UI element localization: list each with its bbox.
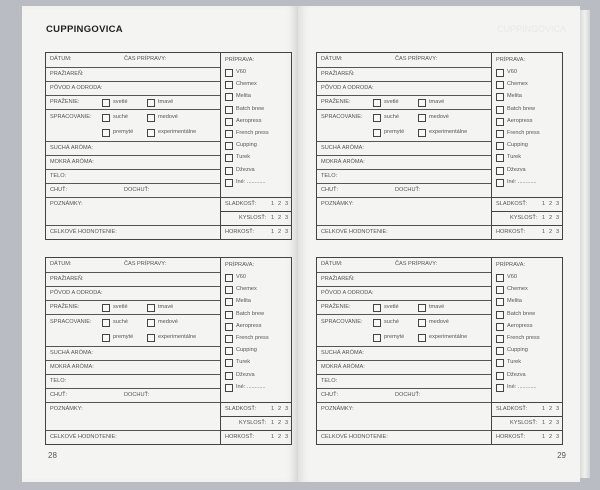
checkbox-experimentalne[interactable] [418,129,426,137]
kyslost-scale-1[interactable]: 1 [271,420,275,426]
horkost-scale-3[interactable]: 3 [285,434,289,440]
checkbox-premyte[interactable] [373,129,381,137]
method-checkbox[interactable] [225,298,233,306]
method-checkbox[interactable] [225,93,233,101]
label-svetle: svetlé [384,304,399,310]
card-left-top [45,52,292,240]
method-label: V60 [507,274,517,280]
field-prazenie: PRAŽENIE: [321,304,351,310]
field-spracovanie: SPRACOVANIE: [50,319,92,325]
field-dochut: DOCHUŤ: [124,392,150,398]
label-svetle: svetlé [113,99,128,105]
field-kyslost: KYSLOSŤ: [510,420,538,426]
method-checkbox[interactable] [496,311,504,319]
field-kyslost: KYSLOSŤ: [510,215,538,221]
label-tmave: tmavé [158,304,174,310]
field-spracovanie: SPRACOVANIE: [321,319,363,325]
field-celkove: CELKOVÉ HODNOTENIE: [321,434,388,440]
field-cas: ČAS PRÍPRAVY: [395,261,438,267]
method-checkbox[interactable] [225,359,233,367]
method-label: Melita [507,298,522,305]
field-cas: ČAS PRÍPRAVY: [395,56,438,62]
checkbox-premyte[interactable] [373,334,381,342]
method-checkbox[interactable] [496,130,504,138]
checkbox-suche[interactable] [102,114,110,122]
method-label: Batch brew [236,105,264,112]
field-kyslost: KYSLOSŤ: [239,420,267,426]
horkost-scale-3[interactable]: 3 [285,229,289,235]
method-checkbox[interactable] [225,335,233,343]
method-label: Turek [507,359,522,366]
sladkost-scale-1[interactable]: 1 [271,406,275,412]
label-experimentalne: experimentálne [158,129,197,135]
checkbox-suche[interactable] [373,319,381,327]
sladkost-scale-3[interactable]: 3 [285,201,289,207]
field-chut: CHUŤ: [321,392,339,398]
method-checkbox[interactable] [496,274,504,282]
horkost-scale-2[interactable]: 2 [549,229,553,235]
kyslost-scale-2[interactable]: 2 [278,420,282,426]
checkbox-tmave[interactable] [418,99,426,107]
method-checkbox[interactable] [496,167,504,175]
field-celkove: CELKOVÉ HODNOTENIE: [321,229,388,235]
label-premyte: premyté [113,129,134,135]
horkost-scale-3[interactable]: 3 [556,229,560,235]
field-praziaren: PRAŽIAREŇ: [50,71,84,77]
checkbox-svetle[interactable] [102,304,110,312]
book-title-ghost: CUPPINGOVICA [496,24,566,34]
label-tmave: tmavé [429,304,445,310]
sladkost-scale-3[interactable]: 3 [285,406,289,412]
method-label: Iné: ............ [507,383,537,390]
method-checkbox[interactable] [496,93,504,101]
method-label: Džezva [507,166,526,173]
field-povod: PÔVOD A ODRODA: [321,85,374,91]
method-checkbox[interactable] [225,347,233,355]
card-left-column [46,258,221,444]
checkbox-svetle[interactable] [373,99,381,107]
field-chut: CHUŤ: [50,392,68,398]
field-datum: DÁTUM: [50,261,72,267]
method-label: Batch brew [236,310,264,317]
horkost-scale-1[interactable]: 1 [271,434,275,440]
field-povod: PÔVOD A ODRODA: [321,290,374,296]
method-label: V60 [236,274,246,280]
method-label: Džezva [236,371,255,378]
kyslost-scale-1[interactable]: 1 [271,215,275,221]
checkbox-medove[interactable] [418,319,426,327]
method-label: French press [507,130,540,136]
label-experimentalne: experimentálne [429,129,468,135]
method-checkbox[interactable] [225,274,233,282]
label-experimentalne: experimentálne [429,334,468,340]
method-label: Turek [236,359,251,366]
label-medove: medové [158,319,178,325]
field-datum: DÁTUM: [321,261,343,267]
method-label: French press [236,335,269,341]
method-label: Batch brew [507,105,535,112]
checkbox-medove[interactable] [147,114,155,122]
method-label: French press [236,130,269,136]
method-label: Chemex [236,286,257,293]
method-checkbox[interactable] [496,335,504,343]
card-right-column [221,258,291,444]
card-left-column [317,258,492,444]
checkbox-suche[interactable] [102,319,110,327]
field-chut: CHUŤ: [321,187,339,193]
field-telo: TELO: [321,173,338,179]
field-poznamky: POZNÁMKY: [50,201,83,207]
field-sucha-aroma: SUCHÁ ARÓMA: [50,145,93,151]
method-label: Džezva [236,166,255,173]
field-praziaren: PRAŽIAREŇ: [321,276,355,282]
method-label: Chemex [236,81,257,88]
field-telo: TELO: [50,173,67,179]
horkost-scale-1[interactable]: 1 [542,434,546,440]
method-checkbox[interactable] [225,154,233,162]
field-telo: TELO: [321,378,338,384]
checkbox-tmave[interactable] [147,99,155,107]
sladkost-scale-2[interactable]: 2 [549,406,553,412]
field-celkove: CELKOVÉ HODNOTENIE: [50,229,117,235]
field-sladkost: SLADKOSŤ: [225,201,257,207]
kyslost-scale-2[interactable]: 2 [549,215,553,221]
checkbox-svetle[interactable] [102,99,110,107]
method-label: Turek [236,154,251,161]
method-label: Iné: ............ [507,178,537,185]
field-priprava: PRÍPRAVA: [496,57,526,63]
sladkost-scale-1[interactable]: 1 [542,201,546,207]
field-priprava: PRÍPRAVA: [225,262,255,268]
page-edges [580,10,590,478]
method-checkbox[interactable] [496,106,504,114]
method-label: Cupping [236,347,257,354]
method-checkbox[interactable] [496,154,504,162]
field-sucha-aroma: SUCHÁ ARÓMA: [321,145,364,151]
method-checkbox[interactable] [496,142,504,150]
field-horkost: HORKOSŤ: [496,434,526,440]
sladkost-scale-3[interactable]: 3 [556,406,560,412]
method-checkbox[interactable] [496,384,504,392]
label-premyte: premyté [384,334,405,340]
label-suche: suché [384,114,399,120]
label-tmave: tmavé [429,99,445,105]
method-label: Cupping [507,347,528,354]
method-checkbox[interactable] [496,69,504,77]
card-left-bottom [45,257,292,445]
field-kyslost: KYSLOSŤ: [239,215,267,221]
field-mokra-aroma: MOKRÁ ARÓMA: [50,364,94,370]
method-label: Aeropress [507,322,533,329]
method-label: Batch brew [507,310,535,317]
kyslost-scale-2[interactable]: 2 [278,215,282,221]
method-checkbox[interactable] [496,118,504,126]
method-checkbox[interactable] [225,311,233,319]
checkbox-premyte[interactable] [102,129,110,137]
method-checkbox[interactable] [496,286,504,294]
label-medove: medové [158,114,178,120]
checkbox-experimentalne[interactable] [418,334,426,342]
field-mokra-aroma: MOKRÁ ARÓMA: [50,159,94,165]
method-checkbox[interactable] [225,106,233,114]
field-priprava: PRÍPRAVA: [496,262,526,268]
checkbox-tmave[interactable] [147,304,155,312]
kyslost-scale-3[interactable]: 3 [556,215,560,221]
method-label: French press [507,335,540,341]
field-mokra-aroma: MOKRÁ ARÓMA: [321,364,365,370]
field-telo: TELO: [50,378,67,384]
field-prazenie: PRAŽENIE: [321,99,351,105]
kyslost-scale-1[interactable]: 1 [542,215,546,221]
method-label: Chemex [507,286,528,293]
method-label: Melita [236,298,251,305]
method-checkbox[interactable] [496,81,504,89]
field-sucha-aroma: SUCHÁ ARÓMA: [321,350,364,356]
field-priprava: PRÍPRAVA: [225,57,255,63]
field-sladkost: SLADKOSŤ: [496,201,528,207]
card-right-bottom [316,257,563,445]
field-horkost: HORKOSŤ: [225,434,255,440]
method-checkbox[interactable] [496,347,504,355]
checkbox-tmave[interactable] [418,304,426,312]
checkbox-medove[interactable] [418,114,426,122]
field-povod: PÔVOD A ODRODA: [50,85,103,91]
kyslost-scale-1[interactable]: 1 [542,420,546,426]
field-sucha-aroma: SUCHÁ ARÓMA: [50,350,93,356]
label-premyte: premyté [384,129,405,135]
checkbox-suche[interactable] [373,114,381,122]
sladkost-scale-2[interactable]: 2 [278,201,282,207]
card-right-column [221,53,291,239]
field-poznamky: POZNÁMKY: [50,406,83,412]
method-checkbox[interactable] [496,372,504,380]
field-celkove: CELKOVÉ HODNOTENIE: [50,434,117,440]
checkbox-experimentalne[interactable] [147,129,155,137]
field-sladkost: SLADKOSŤ: [496,406,528,412]
method-checkbox[interactable] [496,298,504,306]
horkost-scale-2[interactable]: 2 [278,434,282,440]
method-label: Melita [236,93,251,100]
kyslost-scale-3[interactable]: 3 [285,420,289,426]
field-horkost: HORKOSŤ: [496,229,526,235]
method-checkbox[interactable] [225,118,233,126]
checkbox-premyte[interactable] [102,334,110,342]
field-povod: PÔVOD A ODRODA: [50,290,103,296]
field-spracovanie: SPRACOVANIE: [50,114,92,120]
field-cas: ČAS PRÍPRAVY: [124,56,167,62]
label-premyte: premyté [113,334,134,340]
field-datum: DÁTUM: [50,56,72,62]
method-label: Iné: ............ [236,178,266,185]
horkost-scale-1[interactable]: 1 [271,229,275,235]
method-label: Aeropress [507,117,533,124]
book-title: CUPPINGOVICA [46,24,123,35]
sladkost-scale-1[interactable]: 1 [542,406,546,412]
method-checkbox[interactable] [225,372,233,380]
method-label: Chemex [507,81,528,88]
method-checkbox[interactable] [225,384,233,392]
label-medove: medové [429,319,449,325]
field-praziaren: PRAŽIAREŇ: [321,71,355,77]
field-prazenie: PRAŽENIE: [50,99,80,105]
field-cas: ČAS PRÍPRAVY: [124,261,167,267]
label-suche: suché [384,319,399,325]
label-medove: medové [429,114,449,120]
sladkost-scale-1[interactable]: 1 [271,201,275,207]
method-checkbox[interactable] [496,179,504,187]
method-checkbox[interactable] [225,167,233,175]
sladkost-scale-2[interactable]: 2 [549,201,553,207]
card-right-top [316,52,563,240]
label-suche: suché [113,319,128,325]
horkost-scale-3[interactable]: 3 [556,434,560,440]
field-chut: CHUŤ: [50,187,68,193]
field-poznamky: POZNÁMKY: [321,406,354,412]
method-label: Cupping [236,142,257,149]
field-dochut: DOCHUŤ: [395,392,421,398]
label-suche: suché [113,114,128,120]
method-checkbox[interactable] [496,359,504,367]
field-mokra-aroma: MOKRÁ ARÓMA: [321,159,365,165]
method-label: Melita [507,93,522,100]
label-tmave: tmavé [158,99,174,105]
page-number-right: 29 [557,451,566,460]
method-label: V60 [236,69,246,75]
field-spracovanie: SPRACOVANIE: [321,114,363,120]
checkbox-medove[interactable] [147,319,155,327]
sladkost-scale-3[interactable]: 3 [556,201,560,207]
method-checkbox[interactable] [225,130,233,138]
field-dochut: DOCHUŤ: [395,187,421,193]
method-label: Cupping [507,142,528,149]
page-number-left: 28 [48,451,57,460]
checkbox-svetle[interactable] [373,304,381,312]
field-praziaren: PRAŽIAREŇ: [50,276,84,282]
field-datum: DÁTUM: [321,56,343,62]
method-checkbox[interactable] [225,179,233,187]
card-right-column [492,53,562,239]
method-checkbox[interactable] [496,323,504,331]
method-checkbox[interactable] [225,142,233,150]
field-poznamky: POZNÁMKY: [321,201,354,207]
sladkost-scale-2[interactable]: 2 [278,406,282,412]
horkost-scale-1[interactable]: 1 [542,229,546,235]
field-sladkost: SLADKOSŤ: [225,406,257,412]
method-label: Džezva [507,371,526,378]
field-horkost: HORKOSŤ: [225,229,255,235]
card-right-column [492,258,562,444]
checkbox-experimentalne[interactable] [147,334,155,342]
label-svetle: svetlé [113,304,128,310]
card-left-column [317,53,492,239]
method-checkbox[interactable] [225,69,233,77]
kyslost-scale-3[interactable]: 3 [285,215,289,221]
label-svetle: svetlé [384,99,399,105]
field-dochut: DOCHUŤ: [124,187,150,193]
field-prazenie: PRAŽENIE: [50,304,80,310]
method-checkbox[interactable] [225,81,233,89]
method-label: V60 [507,69,517,75]
kyslost-scale-3[interactable]: 3 [556,420,560,426]
method-checkbox[interactable] [225,286,233,294]
method-label: Aeropress [236,322,262,329]
method-label: Iné: ............ [236,383,266,390]
card-left-column [46,53,221,239]
horkost-scale-2[interactable]: 2 [278,229,282,235]
kyslost-scale-2[interactable]: 2 [549,420,553,426]
method-checkbox[interactable] [225,323,233,331]
horkost-scale-2[interactable]: 2 [549,434,553,440]
method-label: Aeropress [236,117,262,124]
method-label: Turek [507,154,522,161]
label-experimentalne: experimentálne [158,334,197,340]
